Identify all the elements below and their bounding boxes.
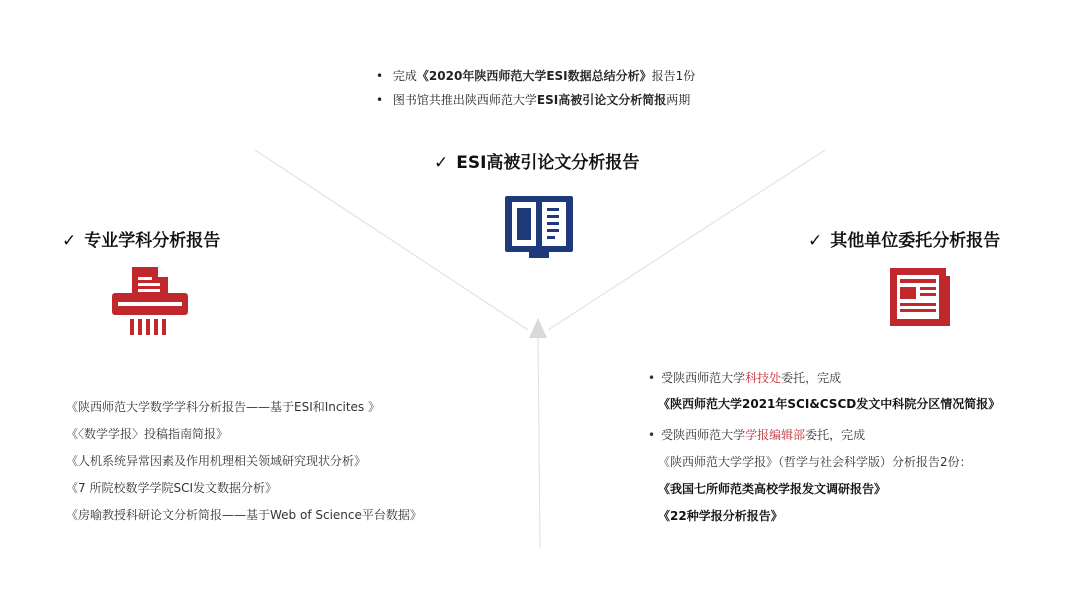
center-heading-text: ESI高被引论文分析报告: [456, 153, 640, 173]
list-item: 《〈数学学报〉投稿指南简报》: [66, 427, 229, 441]
top-note-text: 图书馆共推出陕西师范大学: [392, 93, 537, 107]
bottom-connector-line: [538, 338, 540, 548]
top-notes: [376, 67, 695, 108]
right-entry: [648, 426, 972, 524]
right-heading: [808, 226, 1000, 251]
right-entry: [648, 369, 1000, 412]
check-icon: ✓: [434, 153, 449, 173]
top-note-text: 两期: [666, 93, 691, 107]
left-connector-line: [255, 150, 528, 330]
newspaper-icon: [888, 266, 952, 328]
list-item: 《7 所院校数学学院SCI发文数据分析》: [66, 481, 277, 495]
top-note-text: 完成: [392, 69, 417, 83]
document-shredder-icon: [110, 265, 190, 337]
report-title: 《我国七所师范类高校学报发文调研报告》: [658, 482, 887, 496]
department-name: 学报编辑部: [745, 428, 806, 442]
center-heading: [434, 148, 639, 173]
left-heading: [62, 226, 220, 251]
report-title: 《22种学报分析报告》: [658, 509, 783, 523]
top-note: • 图书馆共推出陕西师范大学ESI高被引论文分析简报两期: [376, 93, 691, 107]
top-note-text: 《2020年陕西师范大学ESI数据总结分析》: [416, 69, 652, 83]
check-icon: ✓: [808, 231, 823, 251]
list-item: 《房喻教授科研论文分析简报——基于Web of Science平台数据》: [66, 508, 422, 522]
list-item: 《人机系统异常因素及作用机理相关领域研究现状分析》: [66, 454, 367, 468]
top-note-text: 报告1份: [651, 69, 696, 83]
report-title: 《陕西师范大学2021年SCI&CSCD发文中科院分区情况简报》: [658, 397, 1001, 411]
report-title: 《陕西师范大学学报》（哲学与社会科学版）分析报告2份：: [658, 455, 972, 469]
top-note-text: ESI高被引论文分析简报: [536, 93, 667, 107]
left-heading-text: 专业学科分析报告: [84, 231, 221, 251]
center-arrow-icon: [529, 318, 547, 338]
left-report-list: [66, 398, 422, 533]
entry-intro: • 受陕西师范大学科技处委托，完成: [648, 371, 842, 385]
top-note: • 完成《2020年陕西师范大学ESI数据总结分析》报告1份: [376, 69, 696, 83]
list-item: 《陕西师范大学数学学科分析报告——基于ESI和Incites 》: [66, 400, 380, 414]
entry-intro: • 受陕西师范大学学报编辑部委托，完成: [648, 428, 866, 442]
right-heading-text: 其他单位委托分析报告: [830, 231, 1001, 251]
department-name: 科技处: [745, 371, 782, 385]
open-book-icon: [503, 194, 575, 262]
check-icon: ✓: [62, 231, 77, 251]
right-connector-line: [548, 150, 825, 330]
